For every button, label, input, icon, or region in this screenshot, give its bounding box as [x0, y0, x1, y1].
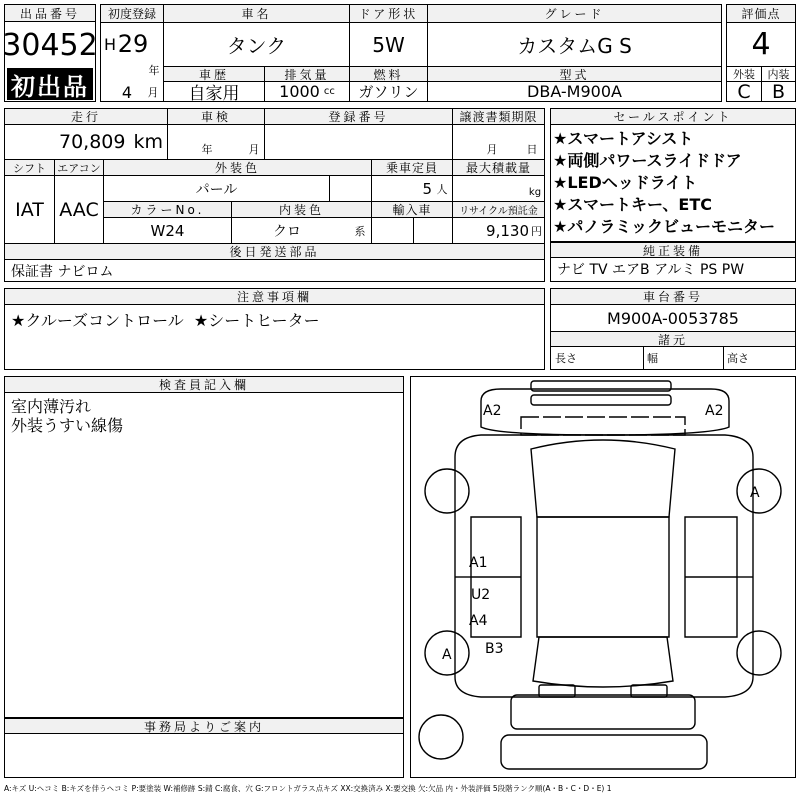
interior-color-suffix: 系: [354, 225, 366, 238]
car-name-value: タンク: [226, 34, 287, 58]
sales-point-item: ★スマートキー、ETC: [553, 195, 712, 214]
capacity-value: 5: [422, 179, 432, 198]
score-label: 評価点: [727, 5, 795, 22]
color-no-value: W24: [150, 221, 185, 240]
sales-point-item: ★パノラミックビューモニター: [553, 217, 776, 236]
color-no-label: カラーNo.: [104, 202, 231, 217]
chassis-value: M900A-0053785: [607, 308, 739, 328]
height-label: 高さ: [727, 352, 749, 365]
inspector-box: [4, 376, 404, 718]
car-diagram: [410, 376, 796, 778]
damage-mark: A2: [705, 403, 724, 419]
sales-point-item: ★スマートアシスト: [553, 129, 694, 148]
score-box: [726, 4, 796, 102]
damage-mark: A2: [483, 403, 502, 419]
later-parts-value: 保証書 ナビロム: [11, 263, 114, 280]
chassis-label: 車台番号: [551, 289, 795, 304]
door-value: 5W: [372, 32, 405, 57]
registration-label: 初度登録: [101, 5, 163, 22]
interior-color-label: 内装色: [232, 202, 371, 217]
interior-color-value: クロ: [273, 223, 301, 240]
grade-label: グレード: [428, 5, 721, 22]
recycle-unit: 円: [531, 224, 542, 238]
displacement-value: [265, 82, 349, 101]
exterior-score: C: [737, 80, 751, 103]
inspection-label: 車検: [168, 109, 264, 124]
detail-table: [4, 108, 545, 282]
mileage-unit: km: [133, 131, 163, 153]
sales-point-item: ★両側パワースライドドア: [553, 151, 742, 170]
registration-year-unit: 年: [148, 64, 160, 77]
sales-points-box: [550, 108, 796, 242]
displacement-label: 排気量: [265, 67, 349, 81]
mileage-value: [5, 125, 167, 159]
grade-value: カスタムG S: [517, 34, 632, 58]
lot-box: [4, 4, 96, 102]
capacity-label: 乗車定員: [372, 160, 452, 175]
lot-label: 出品番号: [5, 5, 95, 22]
sales-points-label: セールスポイント: [551, 109, 795, 124]
inspector-line: 外装うすい線傷: [11, 415, 124, 435]
inspector-line: 室内薄汚れ: [11, 396, 92, 416]
sales-points-list: [553, 128, 793, 238]
recycle-label: リサイクル預託金: [453, 202, 544, 217]
office-box: [4, 718, 404, 778]
door-label: ドア形状: [350, 5, 427, 22]
history-label: 車歴: [164, 67, 264, 81]
exterior-color-value: パール: [195, 181, 238, 198]
damage-mark: U2: [471, 587, 491, 603]
transfer-month-unit: 月: [486, 143, 498, 156]
notes-value: ★クルーズコントロール ★シートヒーター: [11, 310, 320, 330]
registration-month-unit: 月: [147, 86, 159, 99]
capacity-unit: 人: [436, 183, 448, 196]
mileage-label: 走行: [5, 109, 167, 124]
aircon-value: AAC: [59, 198, 99, 221]
car-name-label: 車名: [164, 5, 349, 22]
car-body-diagram: [411, 377, 795, 777]
later-parts-label: 後日発送部品: [5, 244, 544, 259]
lot-number: 30452: [2, 27, 98, 63]
max-load-unit: kg: [528, 186, 542, 198]
shift-label: シフト: [5, 160, 54, 175]
recycle-number: 9,130: [486, 221, 529, 240]
damage-mark: A4: [469, 613, 488, 629]
notes-box: [4, 288, 545, 370]
inspection-year-unit: 年: [201, 143, 213, 156]
fuel-value: ガソリン: [358, 83, 419, 101]
history-value: 自家用: [188, 84, 240, 104]
sales-point-item: ★LEDヘッドライト: [553, 173, 698, 192]
transfer-label: 譲渡書類期限: [453, 109, 544, 124]
score-value: 4: [751, 27, 771, 62]
inspection-month-unit: 月: [248, 143, 260, 156]
recycle-value: [453, 218, 544, 243]
dimensions-label: 諸元: [551, 332, 795, 346]
chassis-box: [550, 288, 796, 370]
office-label: 事務局よりご案内: [5, 719, 403, 733]
notes-label: 注意事項欄: [5, 289, 544, 304]
damage-mark: A: [750, 485, 760, 501]
legend: A:キズ U:ヘコミ B:キズを伴うヘコミ P:要塗装 W:補修跡 S:錆 C:腐食、穴 G:フロントガラス点キズ XX:交換済み X:要交換 欠:欠品 内・外装評価 5段階ランク順(A・B・C・D・E) 1: [4, 783, 612, 793]
inspector-label: 検査員記入欄: [5, 377, 403, 392]
shift-value: IAT: [15, 198, 44, 221]
import-label: 輸入車: [372, 202, 452, 217]
registration-year: 29: [117, 30, 149, 58]
aircon-label: エアコン: [55, 160, 103, 175]
interior-score-label: 内装: [767, 68, 790, 81]
transfer-day-unit: 日: [526, 143, 538, 156]
registration-month: 4: [121, 82, 133, 102]
max-load-label: 最大積載量: [453, 160, 544, 175]
equipment-label: 純正装備: [551, 243, 795, 257]
displacement-unit: cc: [323, 86, 335, 97]
length-label: 長さ: [555, 352, 577, 365]
fuel-label: 燃料: [350, 67, 427, 81]
reg-number-label: 登録番号: [265, 109, 452, 124]
exterior-color-label: 外装色: [104, 160, 371, 175]
first-listing-badge: 初出品: [7, 68, 93, 100]
model-label: 型式: [428, 67, 721, 81]
interior-score: B: [771, 80, 786, 103]
displacement-number: 1000: [279, 82, 320, 101]
damage-mark: A1: [469, 555, 488, 571]
model-value: DBA-M900A: [527, 82, 622, 101]
equipment-box: [550, 242, 796, 282]
exterior-score-label: 外装: [733, 68, 755, 81]
damage-mark: B3: [485, 641, 504, 657]
damage-mark: A: [442, 647, 452, 663]
mileage-number: 70,809: [59, 131, 126, 153]
width-label: 幅: [647, 352, 658, 365]
registration-era: H: [103, 34, 117, 54]
top-table: [100, 4, 722, 102]
equipment-value: ナビ TV エアB アルミ PS PW: [557, 262, 745, 278]
